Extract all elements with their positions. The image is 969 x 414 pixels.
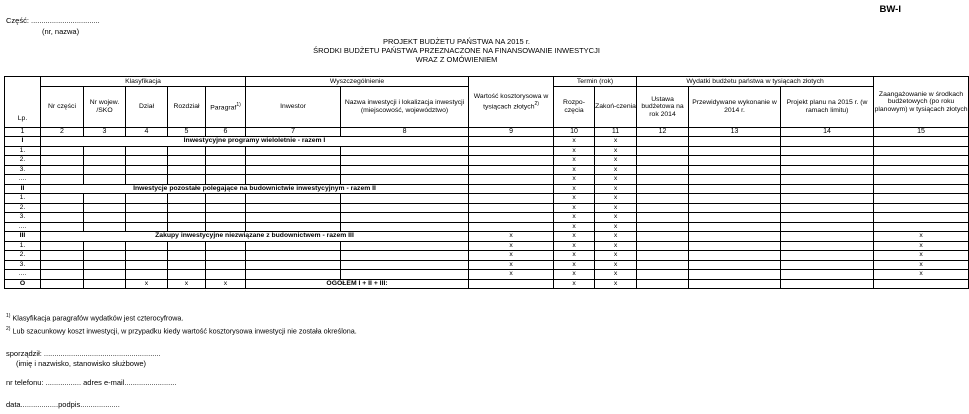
column-number: 1 [5,128,41,137]
cell [781,279,874,289]
cell [781,203,874,213]
cell-zaangazowanie [874,165,969,175]
column-numbers-row [5,128,969,137]
prepared-by: sporządził: ........................................................ [6,349,161,358]
cell-rozpoczecia: x [554,213,595,223]
cell-zakonczenia: x [595,203,637,213]
cell [637,270,689,280]
cell-ustawa [637,184,689,194]
section-row [5,137,969,147]
part-label: Część: ................................. [6,16,100,25]
cell [246,251,341,261]
cell-wartosc [469,279,554,289]
table-row [5,156,969,166]
header-lp: Lp. [5,77,41,128]
table-row [5,241,969,251]
cell-wartosc [469,137,554,147]
cell [689,165,781,175]
cell [168,213,206,223]
cell [126,165,168,175]
cell [41,165,84,175]
cell-rozpoczecia: x [554,137,595,147]
cell [341,194,469,204]
cell-wartosc [469,203,554,213]
cell [341,241,469,251]
row-number: 2. [5,203,41,213]
cell-zakonczenia: x [595,165,637,175]
cell-wartosc [469,222,554,232]
cell [781,156,874,166]
column-number: 2 [41,128,84,137]
cell [341,251,469,261]
cell [689,146,781,156]
cell-zaangazowanie: x [874,251,969,261]
cell-x: x [126,279,168,289]
cell [126,146,168,156]
cell [341,146,469,156]
cell-zaangazowanie: x [874,241,969,251]
cell-wartosc: x [469,241,554,251]
cell [637,213,689,223]
cell-zaangazowanie: x [874,260,969,270]
cell-zakonczenia: x [595,270,637,280]
cell [781,146,874,156]
row-number: 1. [5,146,41,156]
cell-wartosc [469,156,554,166]
cell-rozpoczecia: x [554,232,595,242]
section-number: II [5,184,41,194]
column-number: 4 [126,128,168,137]
table-row [5,194,969,204]
section-row [5,184,969,194]
column-number: 11 [595,128,637,137]
cell [41,222,84,232]
cell [41,251,84,261]
header-nr-wojew: Nr wojew. /SKO [84,87,126,128]
cell-zaangazowanie [874,156,969,166]
header-wydatki: Wydatki budżetu państwa w tysiącach złotych [637,77,874,87]
cell-zaangazowanie: x [874,270,969,280]
cell [781,251,874,261]
cell-projekt [781,184,874,194]
cell [341,222,469,232]
cell [781,222,874,232]
cell [341,165,469,175]
column-number: 14 [781,128,874,137]
column-number: 9 [469,128,554,137]
cell [637,146,689,156]
cell [41,203,84,213]
prepared-by-hint: (imię i nazwisko, stanowisko służbowe) [16,359,147,368]
cell [206,203,246,213]
cell [206,146,246,156]
cell-wartosc: x [469,232,554,242]
cell-rozpoczecia: x [554,279,595,289]
cell [781,175,874,185]
cell [206,270,246,280]
header-paragraf: Paragraf$^{1)}$ [206,87,246,128]
cell [84,222,126,232]
cell-wartosc [469,194,554,204]
cell-x: x [206,279,246,289]
cell [246,260,341,270]
cell [126,213,168,223]
column-number: 10 [554,128,595,137]
column-number: 5 [168,128,206,137]
cell [689,203,781,213]
cell-rozpoczecia: x [554,165,595,175]
section-number: III [5,232,41,242]
cell [168,175,206,185]
row-number: .... [5,175,41,185]
header-inwestor: Inwestor [246,87,341,128]
row-number: 2. [5,156,41,166]
cell [246,203,341,213]
cell [246,165,341,175]
cell [41,194,84,204]
cell-rozpoczecia: x [554,270,595,280]
cell [41,156,84,166]
cell-zaangazowanie [874,137,969,147]
cell [41,146,84,156]
row-number: 3. [5,260,41,270]
cell [84,279,126,289]
header-projekt: Projekt planu na 2015 r. (w ramach limitu) [781,87,874,128]
total-lp: O [5,279,41,289]
total-label: OGÓŁEM I + II + III: [246,279,469,289]
cell [126,203,168,213]
row-number: 2. [5,251,41,261]
cell [84,251,126,261]
cell [874,279,969,289]
cell [168,260,206,270]
header-zakonczenia: Zakoń-czenia [595,87,637,128]
cell [84,241,126,251]
cell-zakonczenia: x [595,146,637,156]
column-number: 6 [206,128,246,137]
cell-wartosc: x [469,251,554,261]
header-wartosc: Wartość kosztorysowa w tysiącach złotych$^{2)}$ [469,77,554,128]
title-line: PROJEKT BUDŻETU PAŃSTWA NA 2015 r. [383,37,530,46]
header-rozdzial: Rozdział [168,87,206,128]
cell [206,241,246,251]
cell-przewidywane [689,184,781,194]
phone-email: nr telefonu: ................. adres e-mail......................... [6,378,177,387]
cell [84,146,126,156]
cell [84,260,126,270]
header-termin: Termin (rok) [554,77,637,87]
cell [246,213,341,223]
cell-x: x [168,279,206,289]
cell-przewidywane [689,137,781,147]
cell-zaangazowanie [874,213,969,223]
cell [126,251,168,261]
date-signature: data..................podpis................... [6,400,120,409]
cell [689,156,781,166]
cell-rozpoczecia: x [554,203,595,213]
cell-wartosc [469,213,554,223]
cell-zakonczenia: x [595,241,637,251]
cell-rozpoczecia: x [554,241,595,251]
section-label: Inwestycyjne programy wieloletnie - razem I [41,137,469,147]
cell [689,175,781,185]
cell [168,194,206,204]
cell-zaangazowanie [874,175,969,185]
cell [168,203,206,213]
cell [689,270,781,280]
cell [84,270,126,280]
cell [168,222,206,232]
cell-zakonczenia: x [595,279,637,289]
cell-projekt [781,232,874,242]
cell [781,270,874,280]
cell-rozpoczecia: x [554,146,595,156]
cell-ustawa [637,137,689,147]
cell [637,260,689,270]
cell [637,279,689,289]
cell-zakonczenia: x [595,213,637,223]
cell [689,222,781,232]
cell [637,203,689,213]
cell [126,156,168,166]
cell [637,222,689,232]
cell-zaangazowanie [874,146,969,156]
cell-rozpoczecia: x [554,222,595,232]
footnote-1: $^{1)}$ Klasyfikacja paragrafów wydatków jest czterocyfrowa. [6,313,184,323]
title-line: ŚRODKI BUDŻETU PAŃSTWA PRZEZNACZONE NA FINANSOWANIE INWESTYCJI [313,46,600,56]
cell [206,260,246,270]
cell [341,156,469,166]
table-row [5,175,969,185]
cell [126,194,168,204]
cell [246,270,341,280]
table-row [5,270,969,280]
cell-zakonczenia: x [595,194,637,204]
table-row [5,260,969,270]
section-row [5,232,969,242]
row-number: 3. [5,165,41,175]
column-number: 15 [874,128,969,137]
cell [206,175,246,185]
cell [637,165,689,175]
column-number: 3 [84,128,126,137]
cell-zaangazowanie [874,203,969,213]
cell [637,251,689,261]
cell [689,260,781,270]
column-number: 8 [341,128,469,137]
cell-zaangazowanie: x [874,232,969,242]
cell [689,194,781,204]
cell [246,146,341,156]
cell [126,270,168,280]
cell [168,165,206,175]
cell-rozpoczecia: x [554,184,595,194]
cell-wartosc [469,165,554,175]
cell-wartosc: x [469,260,554,270]
row-number: 1. [5,241,41,251]
cell-rozpoczecia: x [554,175,595,185]
form-code: BW-I [879,4,901,15]
cell [168,146,206,156]
cell-zakonczenia: x [595,222,637,232]
cell [689,251,781,261]
cell [41,241,84,251]
cell-zaangazowanie [874,222,969,232]
cell-rozpoczecia: x [554,260,595,270]
cell [206,213,246,223]
cell [84,194,126,204]
cell [126,222,168,232]
cell [637,241,689,251]
header-ustawa: Ustawa budżetowa na rok 2014 [637,87,689,128]
footnote-2: $^{2)}$ Lub szacunkowy koszt inwestycji, w przypadku kiedy wartość kosztorysowa inwestycji nie została określona. [6,326,357,336]
cell [41,270,84,280]
cell-zakonczenia: x [595,251,637,261]
cell [168,156,206,166]
cell-rozpoczecia: x [554,251,595,261]
cell-rozpoczecia: x [554,156,595,166]
cell [781,213,874,223]
cell [781,194,874,204]
cell [246,194,341,204]
cell [246,175,341,185]
column-number: 7 [246,128,341,137]
cell [84,175,126,185]
header-przewidywane: Przewidywane wykonanie w 2014 r. [689,87,781,128]
cell [126,241,168,251]
cell [41,175,84,185]
cell-przewidywane [689,232,781,242]
row-number: 3. [5,213,41,223]
cell [689,241,781,251]
header-nr-czesci: Nr części [41,87,84,128]
part-hint: (nr, nazwa) [42,27,80,36]
cell-zakonczenia: x [595,175,637,185]
cell [41,279,84,289]
column-number: 13 [689,128,781,137]
cell [781,165,874,175]
cell [341,260,469,270]
cell [637,156,689,166]
cell [84,213,126,223]
cell-projekt [781,137,874,147]
cell-ustawa [637,232,689,242]
header-nazwa: Nazwa inwestycji i lokalizacja inwestycji (miejscowość, województwo) [341,87,469,128]
cell-wartosc [469,146,554,156]
cell [781,260,874,270]
cell [84,165,126,175]
total-row [5,279,969,289]
cell-wartosc [469,175,554,185]
cell [206,251,246,261]
cell-zakonczenia: x [595,137,637,147]
cell [41,260,84,270]
section-label: Zakupy inwestycyjne niezwiązane z budownictwem - razem III [41,232,469,242]
cell [689,213,781,223]
cell [84,156,126,166]
cell [637,175,689,185]
header-klasyfikacja: Klasyfikacja [41,77,246,87]
table-row [5,203,969,213]
cell-wartosc [469,184,554,194]
column-number: 12 [637,128,689,137]
document-title [0,37,913,65]
table-row [5,165,969,175]
cell [341,270,469,280]
cell [246,156,341,166]
cell [246,241,341,251]
table-row [5,251,969,261]
row-number: .... [5,270,41,280]
cell [341,175,469,185]
table-row [5,146,969,156]
cell [206,222,246,232]
cell [206,165,246,175]
cell [637,194,689,204]
cell [168,241,206,251]
cell [206,194,246,204]
header-zaangazowanie: Zaangażowanie w środkach budżetowych (po roku planowym) w tysiącach złotych [874,77,969,128]
cell-zaangazowanie [874,194,969,204]
cell [41,213,84,223]
cell [341,213,469,223]
cell [246,222,341,232]
cell-zakonczenia: x [595,260,637,270]
cell-zakonczenia: x [595,184,637,194]
cell-zakonczenia: x [595,232,637,242]
cell [168,251,206,261]
cell [689,279,781,289]
cell [126,260,168,270]
cell-zaangazowanie [874,184,969,194]
cell [781,241,874,251]
row-number: 1. [5,194,41,204]
title-line: WRAZ Z OMÓWIENIEM [415,55,498,65]
cell-wartosc: x [469,270,554,280]
header-wyszczegolnienie: Wyszczególnienie [246,77,469,87]
section-label: Inwestycje pozostałe polegające na budownictwie inwestycyjnym - razem II [41,184,469,194]
cell [206,156,246,166]
section-number: I [5,137,41,147]
investment-table [4,76,969,289]
header-dzial: Dział [126,87,168,128]
table-row [5,213,969,223]
cell [126,175,168,185]
cell-zakonczenia: x [595,156,637,166]
header-rozpoczecia: Rozpo-częcia [554,87,595,128]
cell [168,270,206,280]
row-number: .... [5,222,41,232]
cell [84,203,126,213]
cell [341,203,469,213]
cell-rozpoczecia: x [554,194,595,204]
table-row [5,222,969,232]
